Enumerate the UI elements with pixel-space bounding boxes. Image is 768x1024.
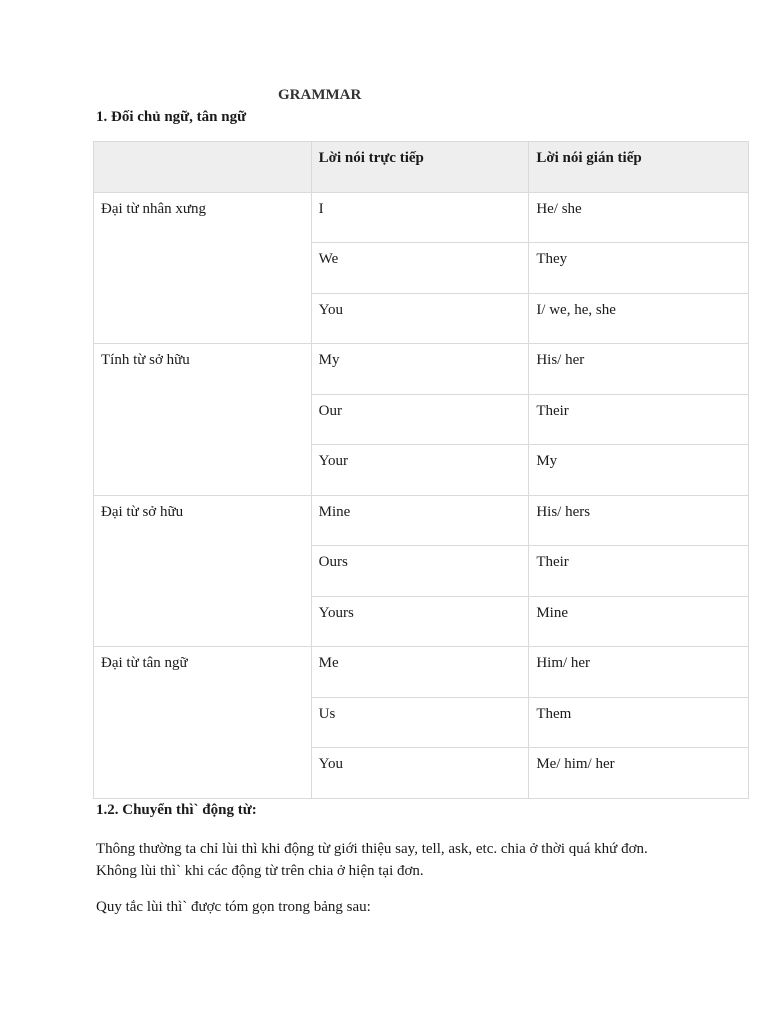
document-title: GRAMMAR [278, 87, 362, 103]
indirect-cell: Him/ her [529, 647, 749, 698]
paragraph-1 [96, 838, 736, 882]
paragraph-1-line-2: Không lùi thì` khi các động từ trên chia ở hiện tại đơn. [96, 863, 424, 879]
indirect-cell: Their [529, 394, 749, 445]
direct-cell: Yours [311, 596, 529, 647]
indirect-cell: Their [529, 546, 749, 597]
direct-cell: You [311, 293, 529, 344]
paragraph-2: Quy tắc lùi thì` được tóm gọn trong bảng sau: [96, 899, 371, 915]
direct-cell: My [311, 344, 529, 395]
section-heading-1: 1. Đối chủ ngữ, tân ngữ [96, 109, 247, 125]
category-cell: Đại từ nhân xưng [94, 192, 312, 344]
table-row [94, 192, 749, 243]
indirect-cell: My [529, 445, 749, 496]
category-cell: Đại từ tân ngữ [94, 647, 312, 799]
direct-cell: You [311, 748, 529, 799]
indirect-cell: Mine [529, 596, 749, 647]
header-cell-empty [94, 142, 312, 193]
indirect-cell: He/ she [529, 192, 749, 243]
indirect-cell: Them [529, 697, 749, 748]
category-cell: Đại từ sở hữu [94, 495, 312, 647]
direct-cell: Your [311, 445, 529, 496]
direct-cell: We [311, 243, 529, 294]
table-row [94, 647, 749, 698]
direct-cell: Ours [311, 546, 529, 597]
header-cell-direct: Lời nói trực tiếp [311, 142, 529, 193]
direct-cell: Mine [311, 495, 529, 546]
pronoun-table [93, 141, 749, 799]
table-row [94, 495, 749, 546]
category-cell: Tính từ sở hữu [94, 344, 312, 496]
direct-cell: I [311, 192, 529, 243]
table-row [94, 344, 749, 395]
table-header-row [94, 142, 749, 193]
section-heading-2: 1.2. Chuyển thì` động từ: [96, 802, 257, 818]
direct-cell: Us [311, 697, 529, 748]
paragraph-1-line-1: Thông thường ta chỉ lùi thì khi động từ giới thiệu say, tell, ask, etc. chia ở thời quá khứ đơn. [96, 841, 648, 857]
direct-cell: Our [311, 394, 529, 445]
indirect-cell: I/ we, he, she [529, 293, 749, 344]
indirect-cell: His/ hers [529, 495, 749, 546]
direct-cell: Me [311, 647, 529, 698]
header-cell-indirect: Lời nói gián tiếp [529, 142, 749, 193]
indirect-cell: His/ her [529, 344, 749, 395]
indirect-cell: Me/ him/ her [529, 748, 749, 799]
indirect-cell: They [529, 243, 749, 294]
